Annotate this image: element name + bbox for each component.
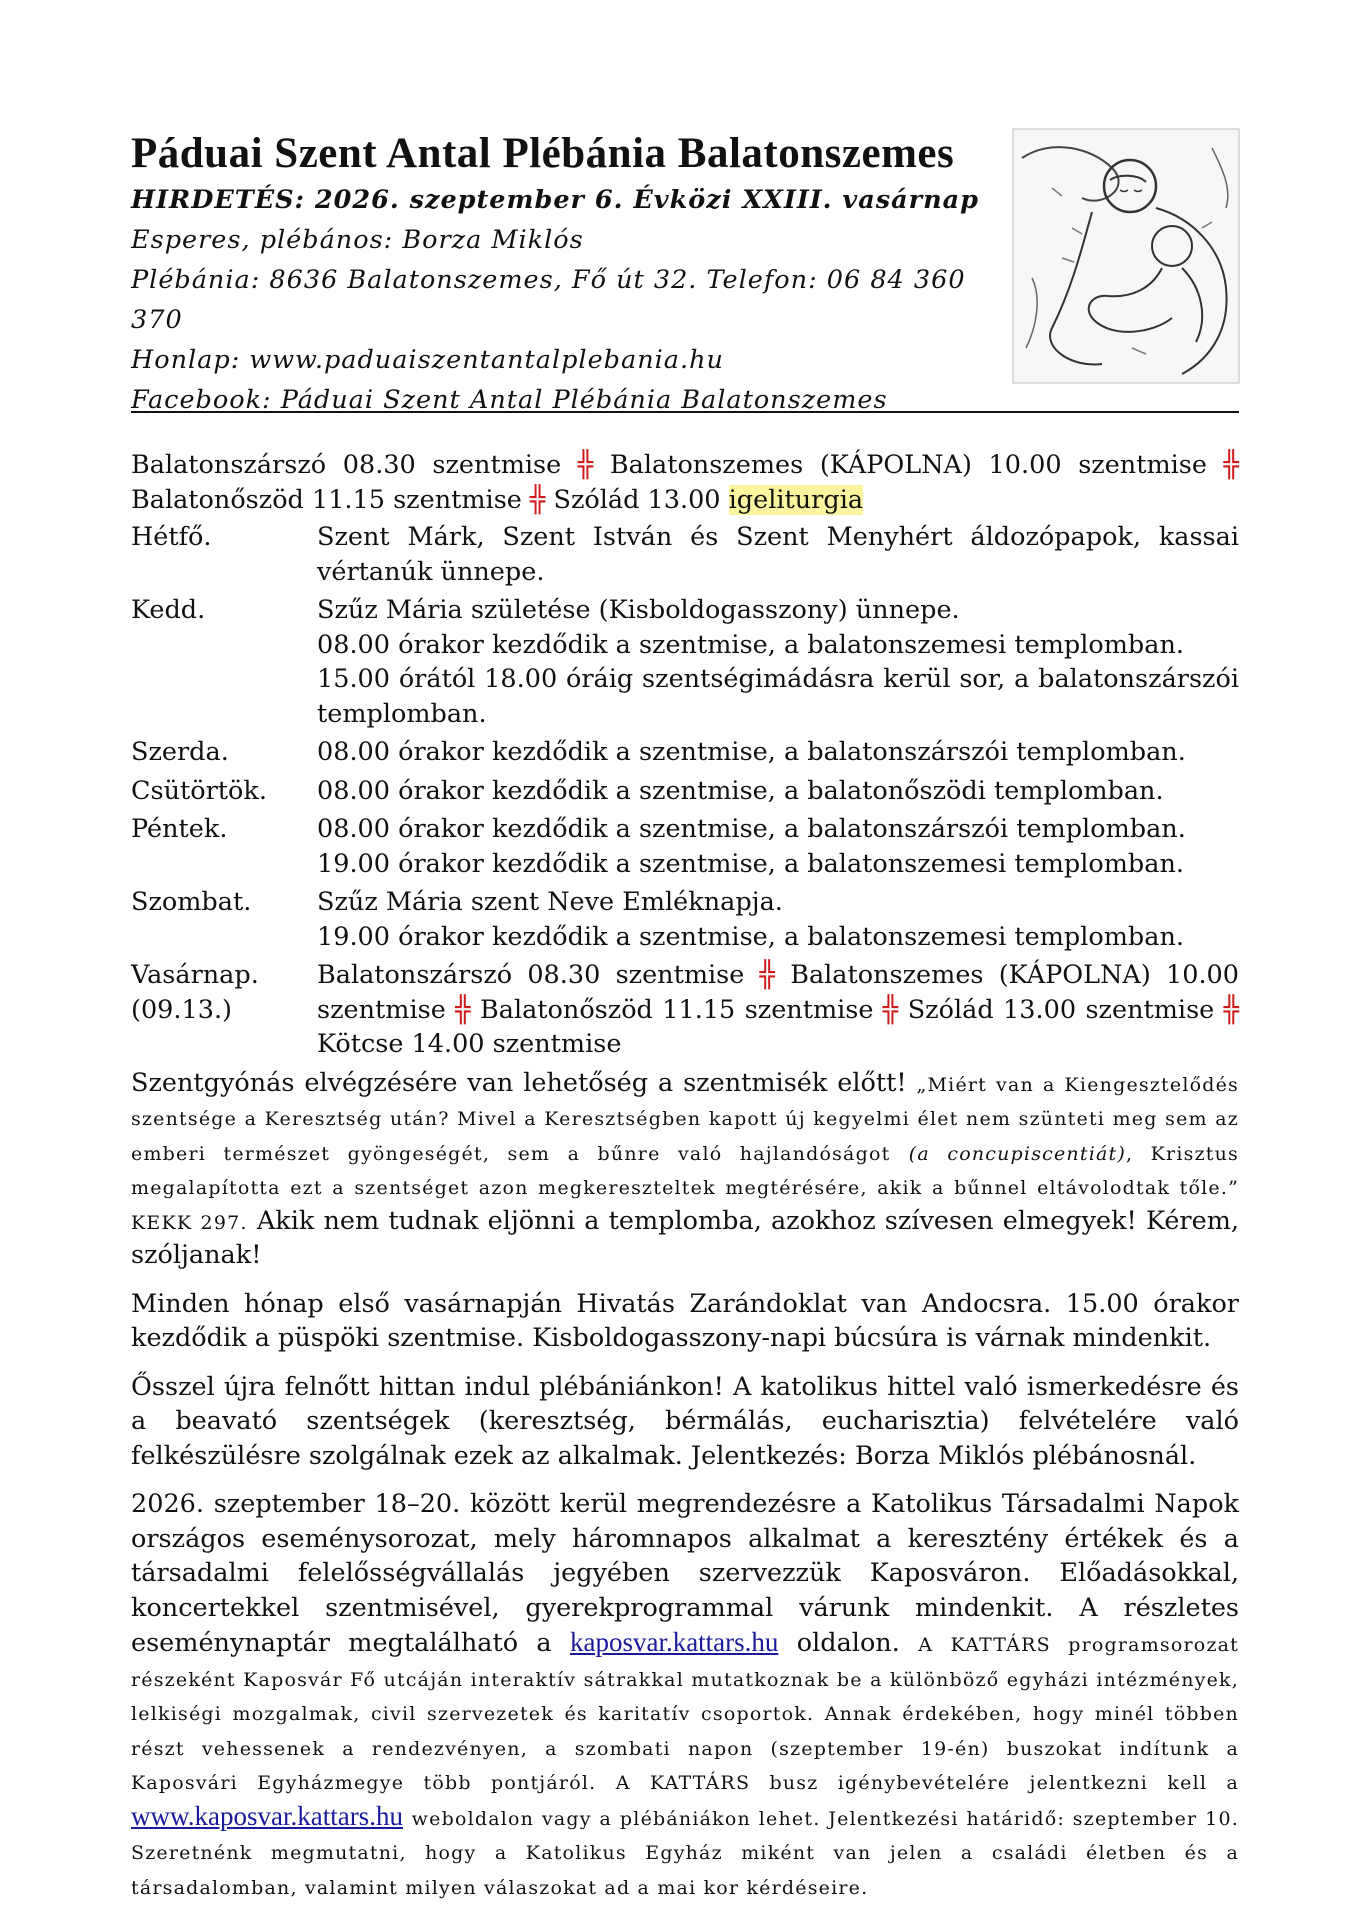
schedule-line: 08.00 órakor kezdődik a szentmise, a balatonszárszói templomban. bbox=[317, 737, 1186, 767]
kattars-paragraph bbox=[131, 1487, 1239, 1903]
schedule-row-friday bbox=[131, 812, 1239, 881]
catechism-quote-end: , Krisztus megalapította ezt a szentséget azon megkereszteltek megtérésére, akik a bűnnel eltávolodtak tőle.” KEKK 297. bbox=[131, 1142, 1240, 1234]
day-label: Péntek. bbox=[131, 814, 228, 844]
day-date: (09.13.) bbox=[131, 994, 233, 1025]
schedule-line: 19.00 órakor kezdődik a szentmise, a balatonszemesi templomban. bbox=[317, 921, 1184, 952]
confession-paragraph bbox=[131, 1066, 1239, 1273]
schedule-line: Szűz Mária születése (Kisboldogasszony) ünnepe. bbox=[317, 595, 960, 625]
day-name: Vasárnap. bbox=[131, 960, 259, 990]
schedule-line: Szűz Mária szent Neve Emléknapja. bbox=[317, 887, 783, 917]
header-divider bbox=[131, 411, 1239, 413]
double-cross-icon: ╬ bbox=[1223, 450, 1239, 480]
schedule-line: 08.00 órakor kezdődik a szentmise, a balatonőszödi templomban. bbox=[317, 775, 1164, 806]
day-label: Szerda. bbox=[131, 737, 229, 767]
kattars-main-text: 2026. szeptember 18–20. között kerül megrendezésre a Katolikus Társadalmi Napok országos eseménysorozat, mely háromnapos alkalmat a keresztény értékek és a társadalmi felelősségvállalás jegyében szervezzük Kaposváron. Előadásokkal, koncertekkel szentmisével, gyerekprogrammal várunk mindenkit. A részletes eseménynaptár megtalálható a bbox=[131, 1489, 1239, 1658]
mass-item: Balatonszárszó 08.30 szentmise bbox=[317, 960, 745, 990]
day-label: Kedd. bbox=[131, 595, 206, 625]
highlighted-word: igeliturgia bbox=[728, 484, 864, 515]
sunday-masses bbox=[131, 448, 1239, 517]
mass-item: Balatonőszöd 11.15 szentmise bbox=[480, 994, 874, 1025]
mass-item: Szólád 13.00 bbox=[553, 484, 721, 515]
mass-item: Balatonszemes (KÁPOLNA) 10.00 szentmise bbox=[317, 960, 1240, 1025]
catechesis-paragraph: Ősszel újra felnőtt hittan indul plébániánkon! A katolikus hittel való ismerkedésre és a beavató szentségek (keresztség, bérmálás, eucharisztia) felvételére való felkészülésre szolgálnak ezek az alkalmak. Jelentkezés: Borza Miklós plébánosnál. bbox=[131, 1371, 1239, 1471]
catechism-quote: „Miért van a Kiengesztelődés szentsége a Keresztség után? Mivel a Keresztségben kapott új kegyelmi élet nem szünteti meg sem az emberi természet gyöngeségét, sem a bűnre való hajlandóságot bbox=[131, 1073, 1240, 1165]
double-cross-icon: ╬ bbox=[759, 960, 775, 990]
announcement-line: HIRDETÉS: 2026. szeptember 6. Évközi XXIII. vasárnap bbox=[131, 185, 979, 215]
kattars-link[interactable]: kaposvar.kattars.hu bbox=[569, 1627, 779, 1657]
schedule-row-thursday bbox=[131, 774, 1239, 809]
kattars-registration-link[interactable]: www.kaposvar.kattars.hu bbox=[131, 1800, 403, 1831]
saint-anthony-image bbox=[1012, 128, 1240, 384]
kattars-main-end: oldalon. bbox=[796, 1628, 900, 1658]
mass-item: Balatonszemes (KÁPOLNA) 10.00 szentmise bbox=[609, 450, 1207, 480]
kattars-details-end: weboldalon vagy a plébániákon lehet. Jelentkezési határidő: szeptember 10. Szeretnénk megmutatni, hogy a Katolikus Egyház miként van jelen a családi életben és a társadalomban, valamint milyen válaszokat ad a mai kor kérdéseire. bbox=[131, 1807, 1239, 1899]
mass-item: Szólád 13.00 szentmise bbox=[907, 994, 1215, 1025]
mass-item: Balatonőszöd 11.15 szentmise bbox=[131, 484, 522, 515]
double-cross-icon: ╬ bbox=[577, 450, 594, 480]
facebook-line[interactable]: Facebook: Páduai Szent Antal Plébánia Balatonszemes bbox=[131, 385, 888, 415]
page-title: Páduai Szent Antal Plébánia Balatonszemes bbox=[131, 130, 955, 177]
schedule-line: Szent Márk, Szent István és Szent Menyhért áldozópapok, kassai vértanúk ünnepe. bbox=[317, 522, 1239, 587]
schedule-row-monday bbox=[131, 520, 1239, 589]
confession-outro: Akik nem tudnak eljönni a templomba, azokhoz szívesen elmegyek! Kérem, szóljanak! bbox=[131, 1205, 1239, 1270]
website-line[interactable]: Honlap: www.paduaiszentantalplebania.hu bbox=[131, 345, 724, 375]
double-cross-icon: ╬ bbox=[1223, 994, 1240, 1025]
schedule-row-wednesday bbox=[131, 735, 1239, 770]
double-cross-icon: ╬ bbox=[455, 994, 471, 1025]
pilgrimage-paragraph: Minden hónap első vasárnapján Hivatás Zarándoklat van Andocsra. 15.00 órakor kezdődik a püspöki szentmise. Kisboldogasszony-napi búcsúra is várnak mindenkit. bbox=[131, 1288, 1239, 1353]
double-cross-icon: ╬ bbox=[530, 484, 546, 515]
schedule-row-sunday bbox=[131, 958, 1239, 1062]
mass-item: Kötcse 14.00 szentmise bbox=[317, 1029, 622, 1059]
weekly-schedule bbox=[131, 520, 1239, 1062]
schedule-row-tuesday bbox=[131, 593, 1239, 731]
bulletin-content bbox=[131, 448, 1239, 1903]
day-label: Csütörtök. bbox=[131, 775, 267, 806]
schedule-line: 19.00 órakor kezdődik a szentmise, a balatonszemesi templomban. bbox=[317, 848, 1184, 879]
schedule-line: 15.00 órától 18.00 óráig szentségimádásra kerül sor, a balatonszárszói templomban. bbox=[317, 664, 1239, 729]
sunday-mass-list bbox=[317, 958, 1239, 1062]
confession-intro: Szentgyónás elvégzésére van lehetőség a szentmisék előtt! bbox=[131, 1067, 907, 1098]
schedule-line: 08.00 órakor kezdődik a szentmise, a balatonszárszói templomban. bbox=[317, 814, 1186, 844]
kattars-details: A KATTÁRS programsorozat részeként Kaposvár Fő utcáján interaktív sátrakkal mutatkoznak be a különböző egyházi intézmények, lelkiségi mozgalmak, civil szervezetek és karitatív csoportok. Annak érdekében, hogy minél többen részt vehessenek a rendezvényen, a szombati napon (szeptember 19-én) buszokat indítunk a Kaposvári Egyházmegye több pontjáról. A KATTÁRS busz igénybevételére jelentkezni kell a bbox=[131, 1634, 1240, 1794]
schedule-line: 08.00 órakor kezdődik a szentmise, a balatonszemesi templomban. bbox=[317, 629, 1184, 660]
schedule-row-saturday bbox=[131, 885, 1239, 954]
day-label bbox=[131, 958, 317, 1062]
double-cross-icon: ╬ bbox=[882, 994, 899, 1025]
address-line: Plébánia: 8636 Balatonszemes, Fő út 32. Telefon: 06 84 360 370 bbox=[131, 265, 966, 335]
priest-line: Esperes, plébános: Borza Miklós bbox=[131, 225, 584, 255]
catechism-quote-italic: (a concupiscentiát) bbox=[908, 1142, 1126, 1165]
header bbox=[131, 128, 991, 420]
day-label: Hétfő. bbox=[131, 522, 212, 552]
day-label: Szombat. bbox=[131, 887, 252, 917]
mass-item: Balatonszárszó 08.30 szentmise bbox=[131, 450, 562, 480]
